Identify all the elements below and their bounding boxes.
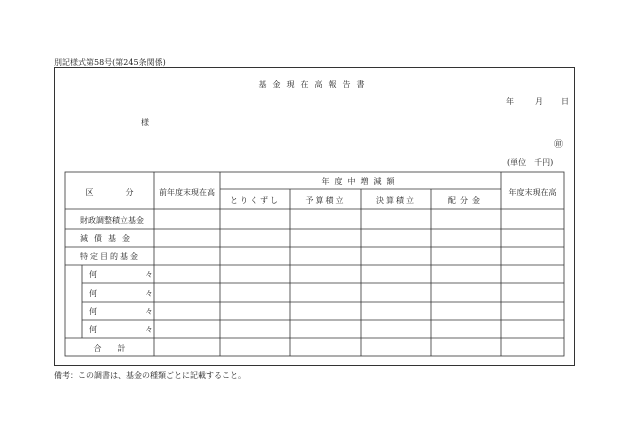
row-specific-purpose-fund: 特定目的基金 [80,252,140,261]
header-category: 区 分 [85,188,134,197]
unit-label: (単位 千円) [507,158,554,167]
header-budget-reserve: 予算積立 [305,196,346,205]
sub-row-label: 何 [89,270,97,279]
row-debt-reduction-fund: 減債基金 [80,234,136,243]
row-fiscal-adjustment-fund: 財政調整積立基金 [80,216,144,225]
seal-mark: ㊞ [554,140,564,150]
date-month: 月 [535,97,543,106]
date-year: 年 [506,97,514,106]
sub-row-mark: 々 [145,307,153,316]
footnote: 備考：この調書は、基金の種類ごとに記載すること。 [54,371,246,380]
header-change-group: 年度中増減額 [321,177,400,186]
header-allocation: 配分金 [448,196,484,205]
header-prev-year: 前年度末現在高 [159,188,215,197]
sub-row-mark: 々 [145,289,153,298]
row-total: 合 計 [93,344,126,353]
sub-row-mark: 々 [145,325,153,334]
sub-row-label: 何 [89,289,97,298]
header-withdrawal: とりくずし [230,196,280,205]
form-frame [54,67,575,366]
sub-row-label: 何 [89,325,97,334]
header-year-end: 年度末現在高 [508,188,557,197]
date-day: 日 [561,97,569,106]
form-title: 基金現在高報告書 [258,80,371,89]
form-reference: 別記様式第58号(第245条関係) [54,58,166,67]
addressee-label: 様 [141,118,149,127]
sub-row-label: 何 [89,307,97,316]
header-settlement-reserve: 決算積立 [376,196,416,205]
sub-row-mark: 々 [145,270,153,279]
